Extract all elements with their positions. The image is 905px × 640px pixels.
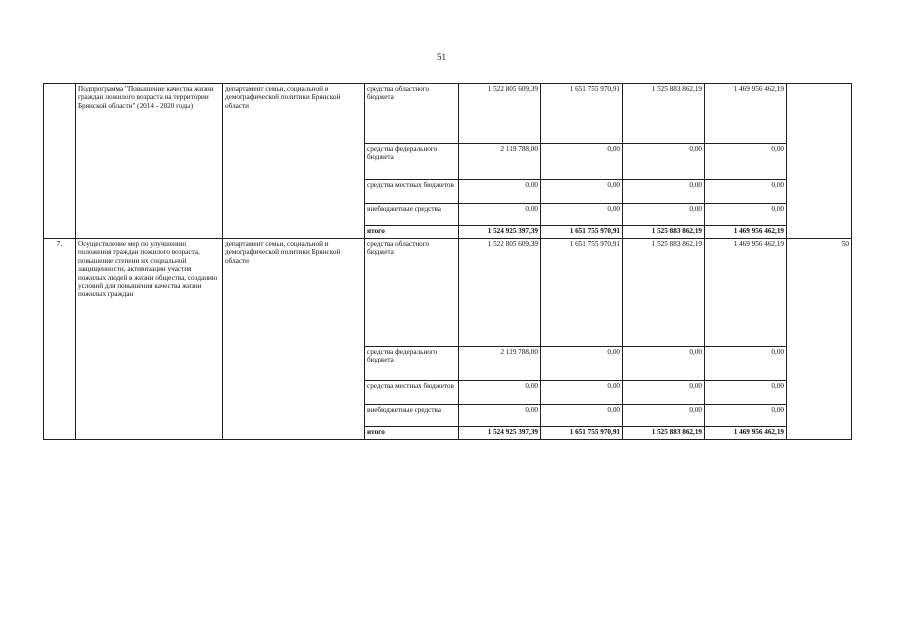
funding-value: 0,00 (705, 204, 787, 226)
funding-value: 0,00 (705, 405, 787, 427)
executor: департамент семьи, социальной и демографической политики Брянской области (223, 239, 365, 440)
funding-value: 0,00 (459, 204, 541, 226)
funding-source: средства местных бюджетов (365, 381, 459, 405)
funding-value: 0,00 (459, 381, 541, 405)
funding-value: 0,00 (623, 144, 705, 180)
funding-total: 1 524 925 397,39 (459, 226, 541, 239)
funding-value: 1 525 883 862,19 (623, 84, 705, 144)
funding-value: 0,00 (623, 405, 705, 427)
activity-name: Подпрограмма "Повышение качества жизни граждан пожилого возраста на территории Брянской области" (2014 - 2020 годы) (76, 84, 223, 239)
funding-value: 1 469 956 462,19 (705, 84, 787, 144)
funding-total: 1 651 755 970,91 (541, 427, 623, 440)
funding-value: 0,00 (459, 180, 541, 204)
funding-value: 1 651 755 970,91 (541, 84, 623, 144)
funding-value: 2 119 788,00 (459, 144, 541, 180)
funding-value: 0,00 (705, 347, 787, 381)
funding-value: 0,00 (705, 144, 787, 180)
funding-value: 0,00 (541, 180, 623, 204)
funding-source: итого (365, 226, 459, 239)
funding-value: 0,00 (705, 180, 787, 204)
funding-value: 0,00 (541, 204, 623, 226)
funding-total: 1 524 925 397,39 (459, 427, 541, 440)
funding-value: 0,00 (459, 405, 541, 427)
funding-total: 1 469 956 462,19 (705, 226, 787, 239)
funding-source: средства федерального бюджета (365, 144, 459, 180)
funding-source: средства областного бюджета (365, 239, 459, 347)
row-number (44, 84, 76, 239)
funding-total: 1 651 755 970,91 (541, 226, 623, 239)
funding-value: 0,00 (623, 381, 705, 405)
funding-value: 1 522 805 609,39 (459, 239, 541, 347)
activity-name: Осуществление мер по улучшению положения граждан пожилого возраста, повышение степени их социальной защищенности, активизации участия пожилых людей в жизни общества, созданию условий для повышения качества жизни пожилых граждан (76, 239, 223, 440)
row-number: 7. (44, 239, 76, 440)
funding-value: 0,00 (623, 204, 705, 226)
funding-source: средства местных бюджетов (365, 180, 459, 204)
funding-value: 1 522 805 609,39 (459, 84, 541, 144)
funding-value: 1 651 755 970,91 (541, 239, 623, 347)
funding-value: 0,00 (541, 405, 623, 427)
executor: департамент семьи, социальной и демографической политики Брянской области (223, 84, 365, 239)
funding-value: 1 469 956 462,19 (705, 239, 787, 347)
funding-value: 0,00 (623, 180, 705, 204)
funding-value: 0,00 (541, 144, 623, 180)
page-number: 51 (437, 52, 446, 62)
funding-total: 1 469 956 462,19 (705, 427, 787, 440)
funding-value: 0,00 (705, 381, 787, 405)
funding-source: средства областного бюджета (365, 84, 459, 144)
funding-value: 0,00 (541, 347, 623, 381)
funding-value: 1 525 883 862,19 (623, 239, 705, 347)
funding-value: 0,00 (623, 347, 705, 381)
funding-source: средства федерального бюджета (365, 347, 459, 381)
funding-total: 1 525 883 862,19 (623, 226, 705, 239)
table-row (44, 84, 852, 144)
funding-source: внебюджетные средства (365, 204, 459, 226)
table-row (44, 239, 852, 347)
funding-source: внебюджетные средства (365, 405, 459, 427)
funding-total: 1 525 883 862,19 (623, 427, 705, 440)
funding-value: 0,00 (541, 381, 623, 405)
funding-source: итого (365, 427, 459, 440)
funding-value: 2 119 788,00 (459, 347, 541, 381)
indicator-cell (787, 84, 852, 239)
indicator-cell: 50 (787, 239, 852, 440)
budget-table (43, 83, 852, 440)
